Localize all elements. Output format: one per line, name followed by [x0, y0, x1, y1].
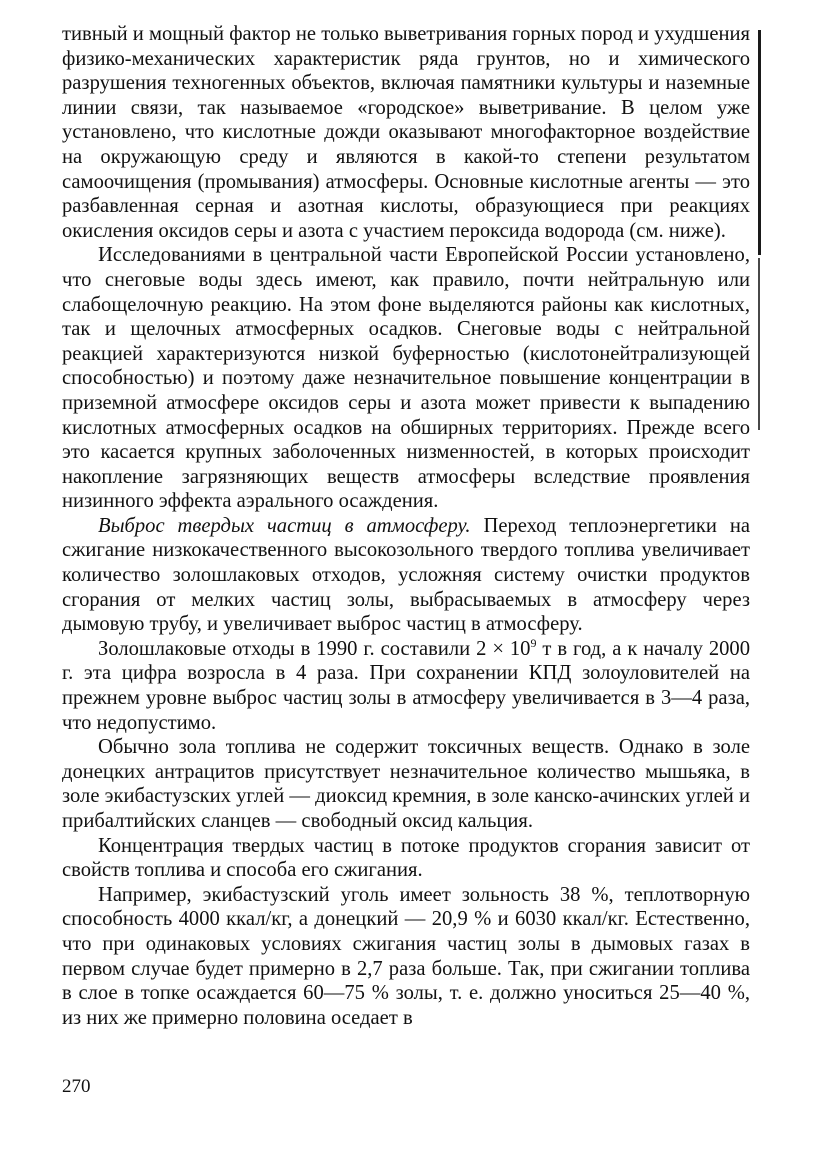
paragraph-snow-water: Исследованиями в центральной части Европейской России установлено, что снеговые воды здесь имеют, как правило, почти нейтральную или слабощелочную реакцию. На этом фоне выделяются районы как кислотных, так и щелочных атмосферных осадков. Снеговые воды с нейтральной реакцией характеризуются низкой буферностью (кислотонейтрализующей способностью) и поэтому даже незначительное повышение концентрации в приземной атмосфере оксидов серы и азота может привести к выпадению кислотных атмосферных осадков на обширных территориях. Прежде всего это касается крупных заболоченных низменностей, в которых происходит накопление загрязняющих веществ атмосферы вследствие проявления низинного эффекта аэрального осаждения. [62, 244, 750, 513]
paragraph-ash-toxicity: Обычно зола топлива не содержит токсичных веществ. Однако в золе донецких антрацитов присутствует незначительное количество мышьяка, в золе экибастузских углей — диоксид кремния, в золе канско-ачинских углей и прибалтийских сланцев — свободный оксид кальция. [62, 736, 750, 832]
margin-line-top [758, 30, 761, 255]
paragraph-ash-waste-text-before: Золошлаковые отходы в 1990 г. составили 2 × 10 [98, 637, 531, 660]
paragraph-acid-rain: тивный и мощный фактор не только выветривания горных пород и ухудшения физико-механических характеристик ряда грунтов, но и химического разрушения техногенных объектов, включая памятники культуры и наземные линии связи, так называемое «городское» выветривание. В целом уже установлено, что кислотные дожди оказывают многофакторное воздействие на окружающую среду и являются в какой-то степени результатом самоочищения (промывания) атмосферы. Основные кислотные агенты — это разбавленная серная и азотная кислоты, образующиеся при реакциях окисления оксидов серы и азота с участием пероксида водорода (см. ниже). [62, 23, 750, 242]
margin-line-middle [758, 258, 760, 430]
paragraph-ash-waste [62, 637, 750, 735]
paragraph-ash-waste-text-after: т в год, а к началу 2000 г. эта цифра возросла в 4 раза. При сохранении КПД золоуловителей на прежнем уровне выброс частиц золы в атмосферу увеличивается в 3—4 раза, что недопустимо. [62, 637, 751, 734]
section-lead-heading: Выброс твердых частиц в атмосферу. [98, 514, 471, 537]
paragraph-example-coal: Например, экибастузский уголь имеет зольность 38 %, теплотворную способность 4000 ккал/кг, а донецкий — 20,9 % и 6030 ккал/кг. Естественно, что при одинаковых условиях сжигания частиц золы в дымовых газах в первом случае будет примерно в 2,7 раза больше. Так, при сжигании топлива в слое в топке осаждается 60—75 % золы, т. е. должно уноситься 25—40 %, из них же примерно половина оседает в [62, 883, 750, 1029]
page-number: 270 [62, 1076, 91, 1097]
paragraph-solid-particles-text: Переход теплоэнергетики на сжигание низкокачественного высокозольного твердого топлива увеличивает количество золошлаковых отходов, усложняя систему очистки продуктов сгорания от мелких частиц золы, выбрасываемых в атмосферу через дымовую трубу, и увеличивает выброс частиц в атмосферу. [62, 514, 751, 636]
body-text [62, 22, 750, 1030]
exponent: 9 [530, 635, 537, 650]
paragraph-solid-particles [62, 514, 750, 637]
paragraph-concentration: Концентрация твердых частиц в потоке продуктов сгорания зависит от свойств топлива и способа его сжигания. [62, 834, 750, 882]
